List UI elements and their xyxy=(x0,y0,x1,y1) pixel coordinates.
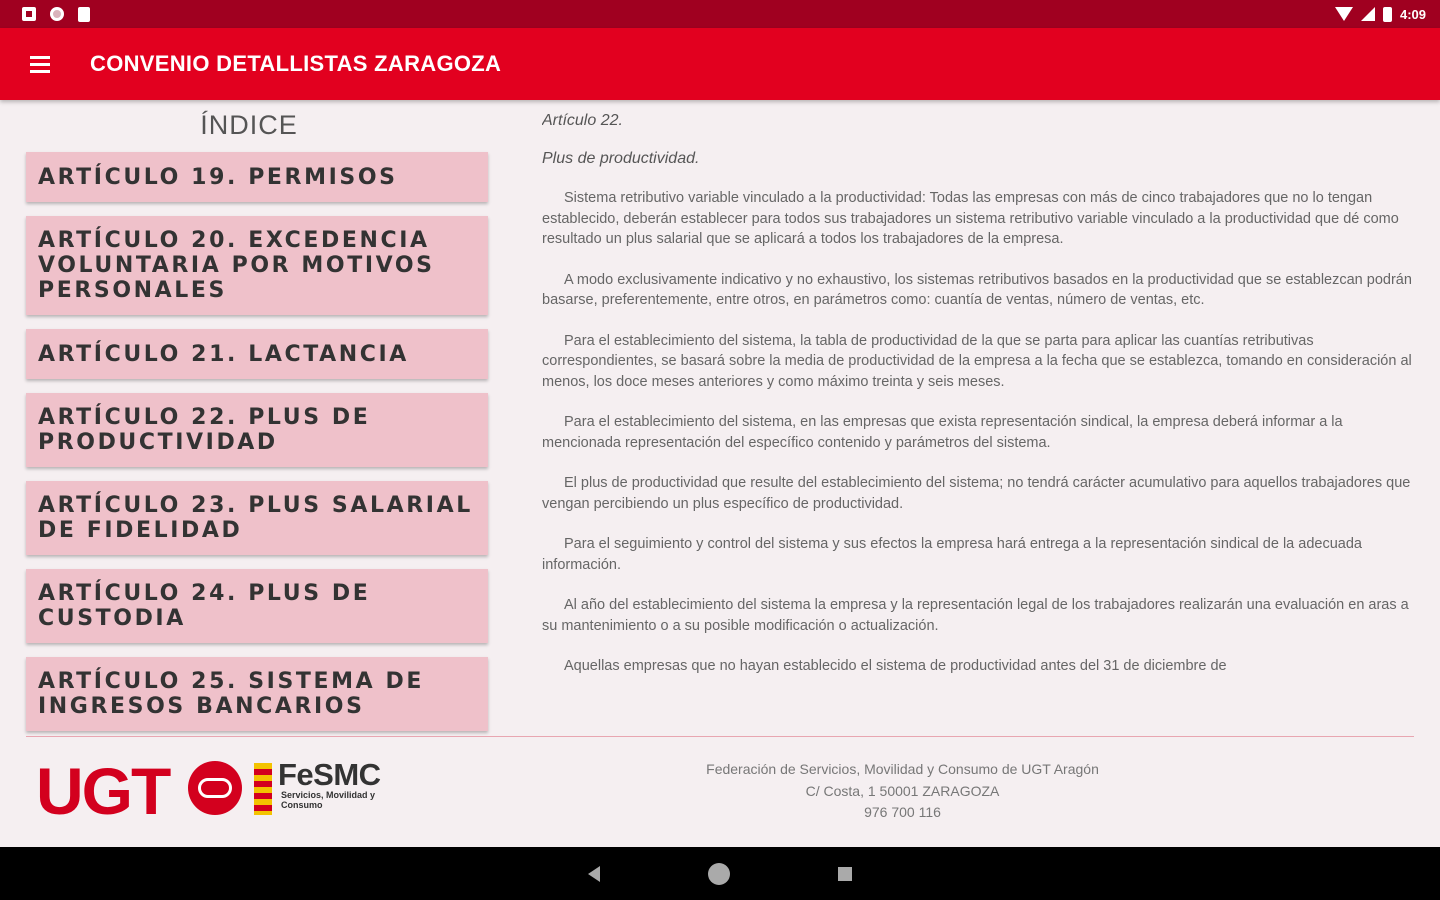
index-item-label: ARTÍCULO 21. LACTANCIA xyxy=(38,341,409,367)
signal-icon xyxy=(1361,7,1375,21)
index-item-articulo-22[interactable] xyxy=(26,393,488,467)
index-item-articulo-19[interactable] xyxy=(26,152,488,202)
app-bar xyxy=(0,28,1440,100)
index-panel xyxy=(0,100,510,736)
notification-app-icon xyxy=(22,7,36,21)
footer-organization: Federación de Servicios, Movilidad y Consumo de UGT Aragón xyxy=(706,761,1099,777)
article-paragraph: Aquellas empresas que no hayan establecido el sistema de productividad antes del 31 de diciembre de xyxy=(564,658,1227,674)
article-paragraph: Al año del establecimiento del sistema la empresa y la representación legal de los trabajadores realizarán una evaluación en aras a su mantenimiento o a su posible modificación o actualización. xyxy=(542,597,1409,634)
index-item-articulo-23[interactable] xyxy=(26,481,488,555)
index-item-label: ARTÍCULO 19. PERMISOS xyxy=(38,164,398,190)
article-panel[interactable] xyxy=(542,100,1414,736)
fesmc-logo: FeSMC xyxy=(278,757,381,792)
back-icon[interactable] xyxy=(588,866,600,882)
system-icons xyxy=(1335,7,1426,22)
wifi-icon xyxy=(1335,7,1353,21)
clock: 4:09 xyxy=(1399,6,1426,22)
index-item-label: ARTÍCULO 25. SISTEMA DE INGRESOS BANCARIOS xyxy=(38,669,424,719)
article-paragraph: Para el seguimiento y control del sistema y sus efectos la empresa hará entrega a la representación sindical de la adecuada información. xyxy=(542,536,1362,573)
ugt-handshake-icon xyxy=(188,761,242,815)
index-item-articulo-20[interactable] xyxy=(26,216,488,315)
index-heading: ÍNDICE xyxy=(200,110,298,140)
battery-icon xyxy=(1383,7,1392,22)
article-paragraph: El plus de productividad que resulte del establecimiento del sistema; no tendrá carácter acumulativo para aquellos trabajadores que vengan percibiendo un plus específico de productividad. xyxy=(542,475,1411,512)
notification-icons xyxy=(22,7,90,22)
ugt-logo: UGT xyxy=(36,754,170,828)
notification-circle-icon xyxy=(50,7,64,21)
article-subtitle: Plus de productividad. xyxy=(542,150,700,167)
index-item-articulo-24[interactable] xyxy=(26,569,488,643)
index-item-label: ARTÍCULO 24. PLUS DE CUSTODIA xyxy=(38,581,371,631)
status-bar xyxy=(0,0,1440,28)
article-paragraph: Para el establecimiento del sistema, la tabla de productividad de la que se parta para aplicar las cuantías retributivas correspondientes, se basará sobre la media de productividad de la empresa a la fecha que se establezca, tomando en consideración al menos, los doce meses anteriores y como máximo treinta y seis meses. xyxy=(542,332,1412,390)
article-paragraph: A modo exclusivamente indicativo y no exhaustivo, los sistemas retributivos basados en la productividad que se establezcan podrán basarse, preferentemente, entre otros, en parámetros como: cuantía de ventas, número de ventas, etc. xyxy=(542,271,1412,308)
article-title: Artículo 22. xyxy=(542,112,623,129)
index-item-label: ARTÍCULO 23. PLUS SALARIAL DE FIDELIDAD xyxy=(38,493,473,543)
index-item-articulo-25[interactable] xyxy=(26,657,488,731)
index-item-label: ARTÍCULO 20. EXCEDENCIA VOLUNTARIA POR MOTIVOS PERSONALES xyxy=(38,228,435,303)
recents-icon[interactable] xyxy=(838,867,852,881)
sd-card-icon xyxy=(78,7,90,22)
footer-contact xyxy=(600,759,1205,824)
footer xyxy=(0,737,1440,847)
aragon-flag-icon xyxy=(254,763,272,815)
article-paragraph: Sistema retributivo variable vinculado a la productividad: Todas las empresas con más de cinco trabajadores que no lo tengan establecido, deberán establecer para todos sus trabajadores un sistema retributivo variable vinculado a la productividad que dé como resultado un plus salarial que se aplicará a todos los trabajadores de la empresa. xyxy=(542,190,1399,247)
index-item-label: ARTÍCULO 22. PLUS DE PRODUCTIVIDAD xyxy=(38,405,371,455)
index-item-articulo-21[interactable] xyxy=(26,329,488,379)
fesmc-subtitle: Servicios, Movilidad y Consumo xyxy=(281,790,376,810)
index-list xyxy=(26,152,488,745)
home-icon[interactable] xyxy=(708,863,730,885)
app-title: CONVENIO DETALLISTAS ZARAGOZA xyxy=(90,51,502,76)
footer-address: C/ Costa, 1 50001 ZARAGOZA xyxy=(805,782,1000,799)
system-nav-bar xyxy=(0,847,1440,900)
article-paragraph: Para el establecimiento del sistema, en las empresas que exista representación sindical, la empresa deberá informar a la mencionada representación del específico contenido y parámetros del sistema. xyxy=(542,414,1343,451)
footer-phone: 976 700 116 xyxy=(864,804,941,820)
menu-icon[interactable] xyxy=(0,28,80,100)
